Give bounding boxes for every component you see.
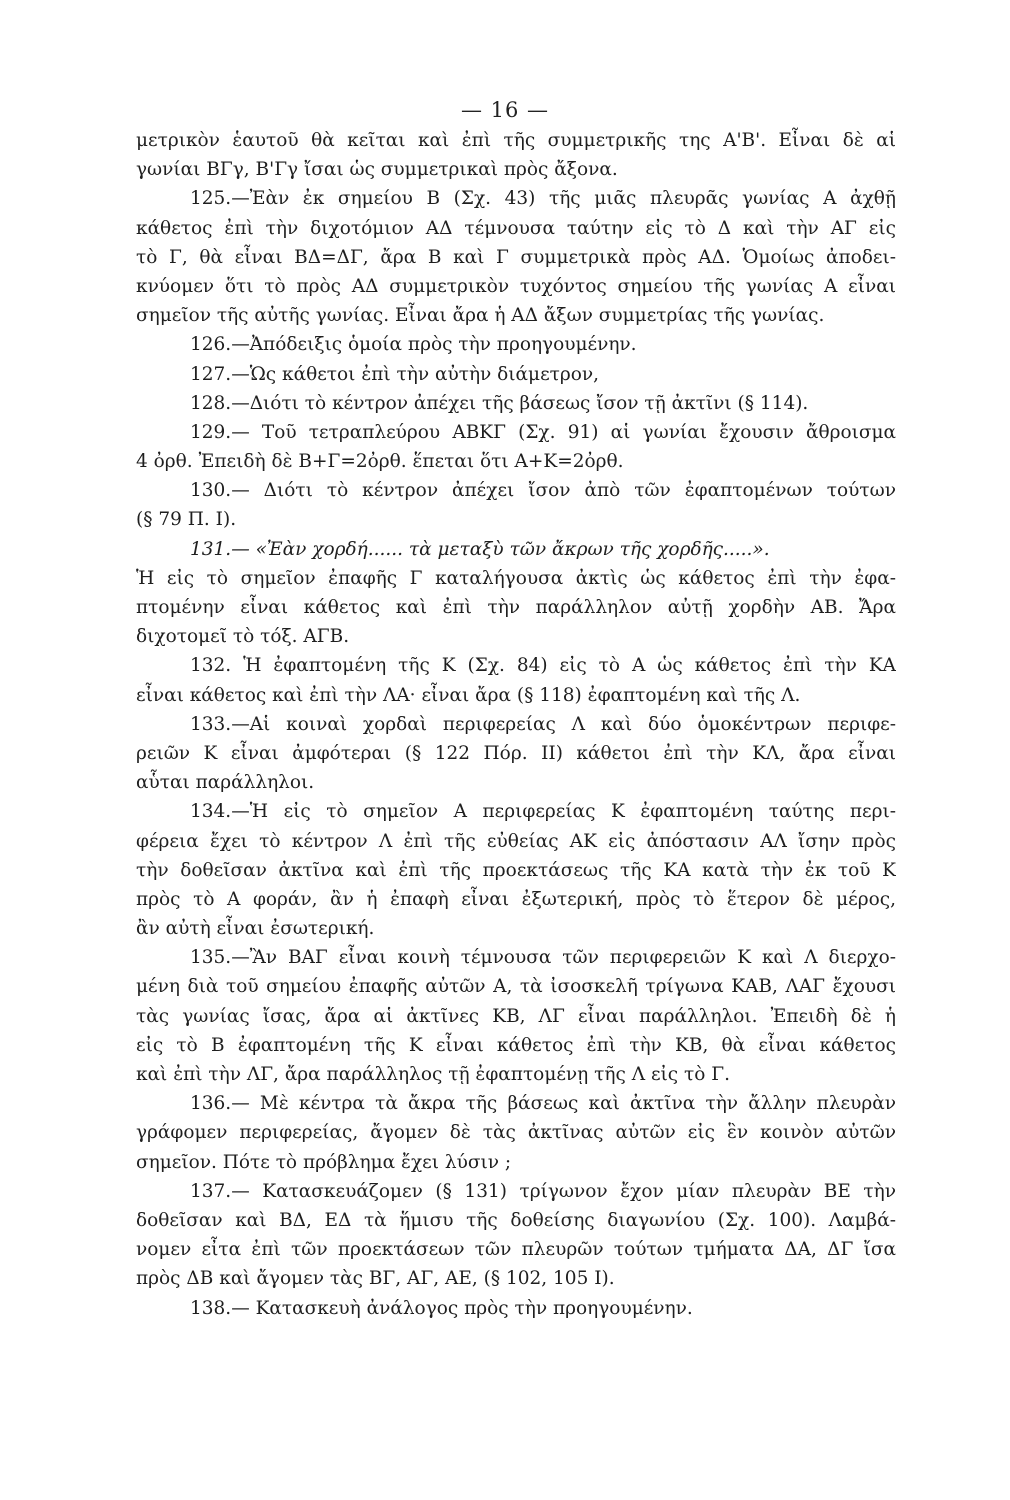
- text-line: σημεῖον τῆς αὐτῆς γωνίας. Εἶναι ἄρα ἡ ΑΔ ἄξων συμμετρίας τῆς γωνίας.: [136, 305, 825, 327]
- text-line: ρειῶν Κ εἶναι ἀμφότεραι (§ 122 Πόρ. ΙΙ) κάθετοι ἐπὶ τὴν ΚΛ, ἄρα εἶναι: [136, 742, 896, 764]
- text-line: τὰς γωνίας ἴσας, ἄρα αἱ ἀκτῖνες ΚΒ, ΛΓ εἶναι παράλληλοι. Ἐπειδὴ δὲ ἡ: [136, 1005, 896, 1027]
- text-line: πτομένην εἶναι κάθετος καὶ ἐπὶ τὴν παράλληλον αὐτῇ χορδὴν ΑΒ. Ἄρα: [136, 597, 896, 618]
- text-line: καὶ ἐπὶ τὴν ΛΓ, ἄρα παράλληλος τῇ ἐφαπτομένῃ τῆς Λ εἰς τὸ Γ.: [136, 1064, 730, 1085]
- text-line: κάθετος ἐπὶ τὴν διχοτόμιον ΑΔ τέμνουσα ταύτην εἰς τὸ Δ καὶ τὴν ΑΓ εἰς: [136, 217, 896, 239]
- text-line: 134.—Ἡ εἰς τὸ σημεῖον Α περιφερείας Κ ἐφαπτομένη ταύτης περι-: [190, 801, 896, 823]
- text-line: ἂν αὐτὴ εἶναι ἐσωτερική.: [136, 918, 375, 940]
- text-line: 138.— Κατασκευὴ ἀνάλογος πρὸς τὴν προηγουμένην.: [190, 1297, 693, 1319]
- text-line: σημεῖον. Πότε τὸ πρόβλημα ἔχει λύσιν ;: [136, 1151, 512, 1173]
- text-line: 125.—Ἐὰν ἐκ σημείου Β (Σχ. 43) τῆς μιᾶς πλευρᾶς γωνίας Α ἀχθῇ: [190, 188, 896, 210]
- body-text: [136, 126, 896, 1323]
- text-line: 127.—Ὡς κάθετοι ἐπὶ τὴν αὐτὴν διάμετρον,: [190, 363, 600, 385]
- text-line: πρὸς ΔΒ καὶ ἄγομεν τὰς ΒΓ, ΑΓ, ΑΕ, (§ 102, 105 Ι).: [136, 1268, 615, 1290]
- text-line: κνύομεν ὅτι τὸ πρὸς ΑΔ συμμετρικὸν τυχόντος σημείου τῆς γωνίας Α εἶναι: [136, 275, 896, 297]
- page-number: — 16 —: [460, 98, 550, 122]
- text-line: μένη διὰ τοῦ σημείου ἐπαφῆς αὐτῶν Α, τὰ ἰσοσκελῆ τρίγωνα ΚΑΒ, ΛΑΓ ἔχουσι: [136, 976, 896, 998]
- text-line: 137.— Κατασκευάζομεν (§ 131) τρίγωνον ἔχον μίαν πλευρὰν ΒΕ τὴν: [190, 1180, 896, 1202]
- text-line: 133.—Αἱ κοιναὶ χορδαὶ περιφερείας Λ καὶ δύο ὁμοκέντρων περιφε-: [190, 713, 896, 735]
- text-line: πρὸς τὸ Α φοράν, ἂν ἡ ἐπαφὴ εἶναι ἐξωτερική, πρὸς τὸ ἕτερον δὲ μέρος,: [136, 888, 896, 910]
- text-line: 132. Ἡ ἐφαπτομένη τῆς Κ (Σχ. 84) εἰς τὸ Α ὡς κάθετος ἐπὶ τὴν ΚΑ: [190, 655, 896, 677]
- text-line: 130.— Διότι τὸ κέντρον ἀπέχει ἴσον ἀπὸ τῶν ἐφαπτομένων τούτων: [190, 480, 896, 502]
- text-line: 136.— Μὲ κέντρα τὰ ἄκρα τῆς βάσεως καὶ ἀκτῖνα τὴν ἄλλην πλευρὰν: [190, 1093, 896, 1115]
- text-line: γράφομεν περιφερείας, ἄγομεν δὲ τὰς ἀκτῖνας αὐτῶν εἰς ἓν κοινὸν αὐτῶν: [136, 1122, 896, 1144]
- text-line: νομεν εἶτα ἐπὶ τῶν προεκτάσεων τῶν πλευρῶν τούτων τμήματα ΔΑ, ΔΓ ἴσα: [136, 1239, 896, 1261]
- text-line: 129.— Τοῦ τετραπλεύρου ΑΒΚΓ (Σχ. 91) αἱ γωνίαι ἔχουσιν ἄθροισμα: [190, 421, 896, 443]
- text-line: δοθεῖσαν καὶ ΒΔ, ΕΔ τὰ ἥμισυ τῆς δοθείσης διαγωνίου (Σχ. 100). Λαμβά-: [136, 1209, 896, 1231]
- text-line: τὴν δοθεῖσαν ἀκτῖνα καὶ ἐπὶ τῆς προεκτάσεως τῆς ΚΑ κατὰ τὴν ἐκ τοῦ Κ: [136, 859, 896, 881]
- text-line: 126.—Ἀπόδειξις ὁμοία πρὸς τὴν προηγουμένην.: [190, 334, 637, 356]
- text-line: Ἡ εἰς τὸ σημεῖον ἐπαφῆς Γ καταλήγουσα ἀκτὶς ὡς κάθετος ἐπὶ τὴν ἐφα-: [136, 567, 896, 589]
- text-line: 4 ὀρθ. Ἐπειδὴ δὲ Β+Γ=2ὀρθ. ἕπεται ὅτι Α+Κ=2ὀρθ.: [136, 451, 624, 473]
- text-line: εἶναι κάθετος καὶ ἐπὶ τὴν ΛΑ· εἶναι ἄρα (§ 118) ἐφαπτομένη καὶ τῆς Λ.: [136, 684, 801, 706]
- text-line: 135.—Ἂν ΒΑΓ εἶναι κοινὴ τέμνουσα τῶν περιφερειῶν Κ καὶ Λ διερχο-: [190, 947, 896, 969]
- text-line: τὸ Γ, θὰ εἶναι ΒΔ=ΔΓ, ἄρα Β καὶ Γ συμμετρικὰ πρὸς ΑΔ. Ὁμοίως ἀποδει-: [136, 246, 896, 268]
- text-line: γωνίαι ΒΓγ, Β'Γγ ἴσαι ὡς συμμετρικαὶ πρὸς ἄξονα.: [136, 159, 618, 181]
- text-line: 131.— «Ἐὰν χορδή...... τὰ μεταξὺ τῶν ἄκρων τῆς χορδῆς.....».: [190, 538, 770, 560]
- text-line: μετρικὸν ἑαυτοῦ θὰ κεῖται καὶ ἐπὶ τῆς συμμετρικῆς της Α'Β'. Εἶναι δὲ αἱ: [136, 130, 896, 151]
- text-line: 128.—Διότι τὸ κέντρον ἀπέχει τῆς βάσεως ἴσον τῇ ἀκτῖνι (§ 114).: [190, 392, 809, 414]
- text-line: διχοτομεῖ τὸ τόξ. ΑΓΒ.: [136, 626, 350, 648]
- text-line: αὗται παράλληλοι.: [136, 772, 315, 794]
- text-line: (§ 79 Π. Ι).: [136, 509, 237, 531]
- text-line: φέρεια ἔχει τὸ κέντρον Λ ἐπὶ τῆς εὐθείας ΑΚ εἰς ἀπόστασιν ΑΛ ἴσην πρὸς: [136, 830, 896, 852]
- text-line: εἰς τὸ Β ἐφαπτομένη τῆς Κ εἶναι κάθετος ἐπὶ τὴν ΚΒ, θὰ εἶναι κάθετος: [136, 1034, 896, 1056]
